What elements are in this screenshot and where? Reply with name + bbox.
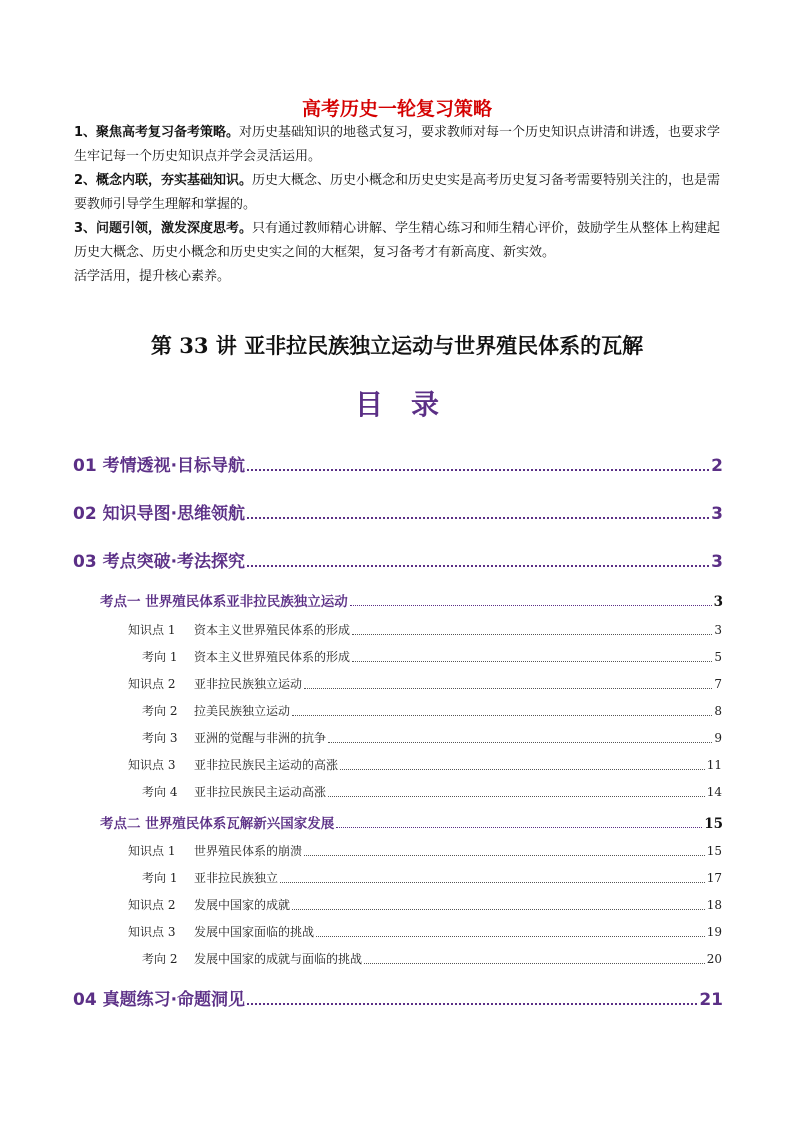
toc-leader-dots bbox=[304, 688, 712, 689]
toc-section-02[interactable] bbox=[73, 499, 723, 524]
lesson-title: 第 33 讲 亚非拉民族独立运动与世界殖民体系的瓦解 bbox=[150, 333, 644, 358]
intro-paragraph-2-heading: 2、概念内联，夯实基础知识。 bbox=[74, 173, 253, 188]
intro-paragraph-3-heading: 3、问题引领，激发深度思考。 bbox=[74, 221, 253, 236]
toc-item[interactable] bbox=[142, 729, 722, 746]
toc-page-number: 15 bbox=[706, 844, 722, 858]
toc-heading: 目录 bbox=[354, 388, 467, 421]
intro-paragraph-2 bbox=[74, 169, 724, 217]
toc-item[interactable] bbox=[128, 842, 722, 859]
toc-item-tag: 考向 1 bbox=[142, 871, 178, 885]
toc-item-tag: 知识点 2 bbox=[128, 898, 176, 912]
toc-item[interactable] bbox=[128, 896, 722, 913]
toc-page-number: 11 bbox=[706, 758, 722, 772]
toc-leader-dots bbox=[247, 469, 709, 471]
toc-item-text: 世界殖民体系的崩溃 bbox=[194, 844, 303, 858]
toc-section-label: 03 考点突破·考法探究 bbox=[73, 552, 246, 572]
toc-item-text: 发展中国家的成就 bbox=[194, 898, 291, 912]
toc-item-tag: 考向 2 bbox=[142, 952, 178, 966]
toc-item-text: 发展中国家面临的挑战 bbox=[194, 925, 315, 939]
toc-page-number: 2 bbox=[711, 456, 723, 476]
toc-item[interactable] bbox=[128, 621, 722, 638]
toc-page-number: 18 bbox=[706, 898, 722, 912]
toc-leader-dots bbox=[304, 855, 705, 856]
toc-page-number: 3 bbox=[711, 504, 723, 524]
toc-item-text: 亚非拉民族民主运动的高涨 bbox=[194, 758, 339, 772]
toc-item[interactable] bbox=[128, 923, 722, 940]
toc-item-tag: 考向 1 bbox=[142, 650, 178, 664]
toc-point-label: 考点一 世界殖民体系亚非拉民族独立运动 bbox=[100, 594, 348, 610]
toc-leader-dots bbox=[336, 827, 702, 828]
toc-page-number: 9 bbox=[714, 731, 722, 745]
toc-item-tag: 知识点 1 bbox=[128, 623, 176, 637]
toc-item-tag: 考向 4 bbox=[142, 785, 178, 799]
toc-leader-dots bbox=[352, 661, 712, 662]
intro-paragraph-1 bbox=[74, 121, 724, 169]
toc-page-number: 15 bbox=[704, 816, 723, 832]
toc-leader-dots bbox=[292, 909, 705, 910]
intro-paragraph-1-body: 对历史基础知识的地毯式复习，要求教师对每一个历史知识点讲清和讲透，也要求学生牢记每一个历史知识点并学会灵活运用。 bbox=[74, 125, 721, 164]
intro-paragraph-1-heading: 1、聚焦高考复习备考策略。 bbox=[74, 125, 240, 140]
toc-item-text: 资本主义世界殖民体系的形成 bbox=[194, 650, 351, 664]
toc-page-number: 7 bbox=[714, 677, 722, 691]
toc-leader-dots bbox=[292, 715, 712, 716]
toc-page-number: 3 bbox=[711, 552, 723, 572]
toc-item-text: 亚洲的觉醒与非洲的抗争 bbox=[194, 731, 327, 745]
toc-page-number: 21 bbox=[699, 990, 723, 1010]
toc-leader-dots bbox=[247, 517, 709, 519]
strategy-title: 高考历史一轮复习策略 bbox=[301, 98, 492, 120]
toc-item-tag: 知识点 2 bbox=[128, 677, 176, 691]
toc-leader-dots bbox=[350, 605, 712, 606]
toc-section-01[interactable] bbox=[73, 451, 723, 476]
toc-item-text: 资本主义世界殖民体系的形成 bbox=[194, 623, 351, 637]
toc-item[interactable] bbox=[142, 950, 722, 967]
toc-point-2[interactable] bbox=[100, 812, 723, 832]
toc-leader-dots bbox=[364, 963, 705, 964]
toc-page-number: 3 bbox=[713, 594, 723, 610]
intro-paragraph-4: 活学活用，提升核心素养。 bbox=[74, 269, 231, 284]
toc-leader-dots bbox=[247, 1003, 697, 1005]
toc-item-tag: 知识点 3 bbox=[128, 925, 176, 939]
toc-page-number: 20 bbox=[706, 952, 722, 966]
toc-item[interactable] bbox=[142, 783, 722, 800]
toc-leader-dots bbox=[316, 936, 705, 937]
toc-page-number: 5 bbox=[714, 650, 722, 664]
toc-item[interactable] bbox=[142, 869, 722, 886]
toc-item-text: 拉美民族独立运动 bbox=[194, 704, 291, 718]
toc-section-label: 01 考情透视·目标导航 bbox=[73, 456, 246, 476]
toc-section-03[interactable] bbox=[73, 547, 723, 572]
toc-page-number: 8 bbox=[714, 704, 722, 718]
intro-paragraph-3-body: 只有通过教师精心讲解、学生精心练习和师生精心评价，鼓励学生从整体上构建起历史大概念、历史小概念和历史史实之间的大框架，复习备考才有新高度、新实效。 bbox=[74, 221, 721, 260]
toc-leader-dots bbox=[280, 882, 705, 883]
toc-item-tag: 知识点 1 bbox=[128, 844, 176, 858]
toc-item[interactable] bbox=[142, 702, 722, 719]
toc-leader-dots bbox=[247, 565, 709, 567]
toc-section-04[interactable] bbox=[73, 985, 723, 1010]
toc-leader-dots bbox=[352, 634, 712, 635]
intro-paragraph-2-body: 历史大概念、历史小概念和历史史实是高考历史复习备考需要特别关注的，也是需要教师引导学生理解和掌握的。 bbox=[74, 173, 721, 212]
toc-item[interactable] bbox=[128, 756, 722, 773]
toc-leader-dots bbox=[340, 769, 705, 770]
intro-text bbox=[74, 121, 724, 289]
toc-item-tag: 考向 2 bbox=[142, 704, 178, 718]
toc-point-1[interactable] bbox=[100, 590, 723, 610]
toc-section-label: 04 真题练习·命题洞见 bbox=[73, 990, 246, 1010]
toc-item-tag: 知识点 3 bbox=[128, 758, 176, 772]
toc-item-text: 亚非拉民族独立运动 bbox=[194, 677, 303, 691]
toc-item[interactable] bbox=[128, 675, 722, 692]
toc-item-text: 亚非拉民族独立 bbox=[194, 871, 279, 885]
toc-item-tag: 考向 3 bbox=[142, 731, 178, 745]
toc-leader-dots bbox=[328, 796, 705, 797]
toc-item-text: 亚非拉民族民主运动高涨 bbox=[194, 785, 327, 799]
toc-page-number: 17 bbox=[706, 871, 722, 885]
toc-page-number: 3 bbox=[714, 623, 722, 637]
toc-page-number: 19 bbox=[706, 925, 722, 939]
toc-item-text: 发展中国家的成就与面临的挑战 bbox=[194, 952, 363, 966]
intro-paragraph-3 bbox=[74, 217, 724, 265]
toc-leader-dots bbox=[328, 742, 712, 743]
toc-item[interactable] bbox=[142, 648, 722, 665]
toc-section-label: 02 知识导图·思维领航 bbox=[73, 504, 246, 524]
toc-point-label: 考点二 世界殖民体系瓦解新兴国家发展 bbox=[100, 816, 335, 832]
toc-page-number: 14 bbox=[706, 785, 722, 799]
